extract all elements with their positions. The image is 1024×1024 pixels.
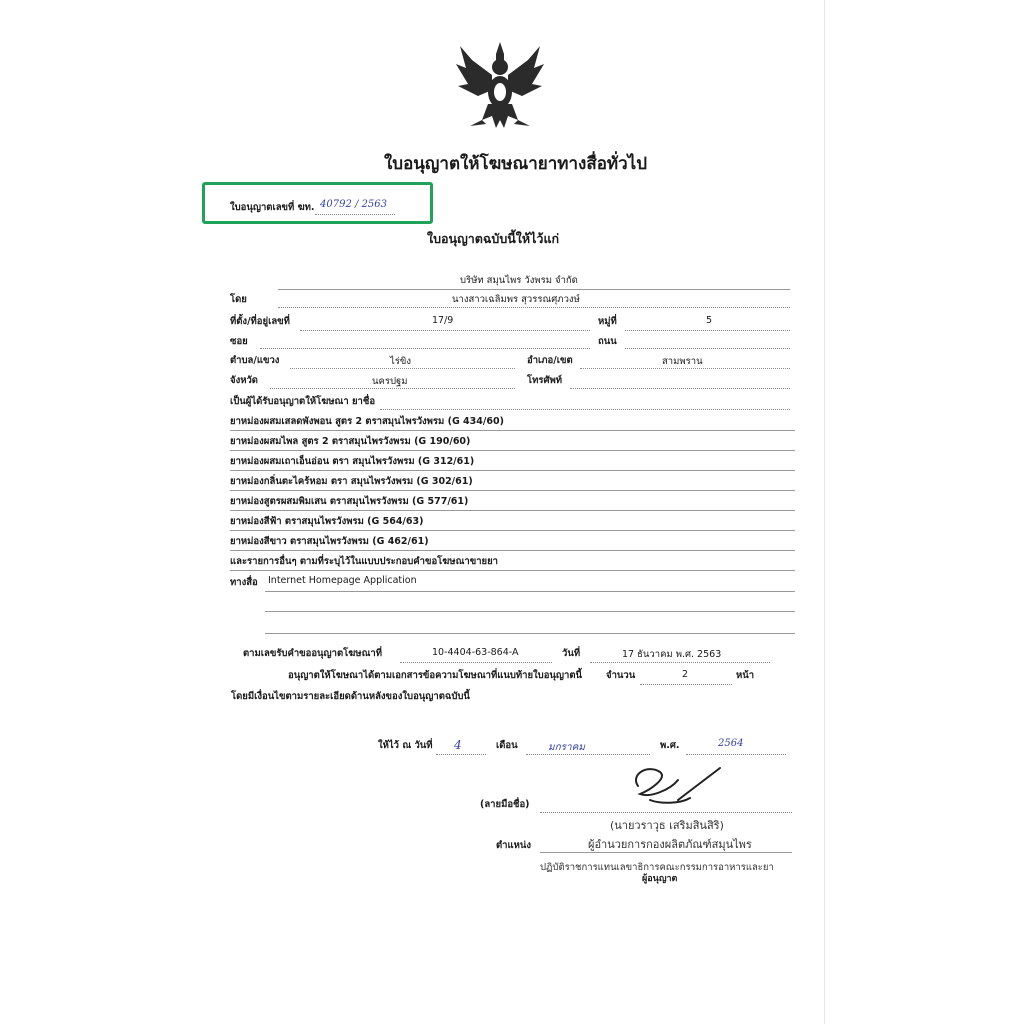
given-year: 2564 [718, 738, 744, 749]
by-label: โดย [230, 294, 247, 305]
phone-label: โทรศัพท์ [527, 375, 563, 386]
permit-number-label: ใบอนุญาตเลขที่ ฆท. [230, 202, 315, 213]
other-items: และรายการอื่นๆ ตามที่ระบุไว้ในแบบประกอบคำขอโฆษณาขายยา [230, 556, 499, 567]
moo-value: 5 [706, 315, 713, 326]
media-value: Internet Homepage Application [268, 575, 417, 586]
drug-intro: เป็นผู้ได้รับอนุญาตให้โฆษณา ยาชื่อ [230, 396, 376, 407]
request-value: 10-4404-63-864-A [432, 647, 519, 658]
address-value: 17/9 [432, 315, 454, 326]
drug-item: ยาหม่องผสมเสลดพังพอน สูตร 2 ตราสมุนไพรวังพรม (G 434/60) [230, 416, 504, 427]
media-label: ทางสื่อ [230, 577, 258, 588]
month-label: เดือน [496, 740, 518, 751]
drug-item: ยาหม่องสีขาว ตราสมุนไพรวังพรม (G 462/61) [230, 536, 429, 547]
request-date-label: วันที่ [562, 648, 581, 659]
year-label: พ.ศ. [660, 740, 680, 751]
permit-number-value: 40792 / 2563 [320, 199, 387, 210]
position-value: ผู้อำนวยการกองผลิตภัณฑ์สมุนไพร [588, 838, 752, 851]
moo-label: หมู่ที่ [598, 316, 617, 327]
given-month: มกราคม [548, 742, 585, 753]
soi-label: ซอย [230, 336, 248, 347]
signature-label: (ลายมือชื่อ) [480, 799, 530, 810]
granted-to-heading: ใบอนุญาตฉบับนี้ให้ไว้แก่ [427, 231, 560, 246]
road-label: ถนน [598, 336, 617, 347]
amphoe-label: อำเภอ/เขต [527, 355, 573, 366]
page-edge [824, 0, 825, 1024]
province-value: นครปฐม [372, 376, 408, 387]
count-value: 2 [682, 669, 689, 680]
signer-name: (นายวราวุธ เสริมสินสิริ) [610, 819, 724, 832]
conditions-text: โดยมีเงื่อนไขตามรายละเอียดด้านหลังของใบอนุญาตฉบับนี้ [231, 691, 470, 702]
licensor-label: ผู้อนุญาต [642, 874, 678, 884]
handwritten-signature [620, 760, 730, 810]
drug-item: ยาหม่องสีฟ้า ตราสมุนไพรวังพรม (G 564/63) [230, 516, 424, 527]
tambon-label: ตำบล/แขวง [230, 355, 280, 366]
garuda-emblem [452, 40, 548, 136]
company-name: บริษัท สมุนไพร วังพรม จำกัด [460, 275, 578, 286]
given-on-label: ให้ไว้ ณ วันที่ [378, 740, 433, 751]
province-label: จังหวัด [230, 375, 258, 386]
approval-text: อนุญาตให้โฆษณาได้ตามเอกสารข้อความโฆษณาที่แนบท้ายใบอนุญาตนี้ [288, 670, 582, 681]
count-label: จำนวน [606, 670, 636, 681]
document-title: ใบอนุญาตให้โฆษณายาทางสื่อทั่วไป [384, 154, 648, 174]
acting-text: ปฏิบัติราชการแทนเลขาธิการคณะกรรมการอาหารและยา [540, 862, 774, 873]
drug-item: ยาหม่องผสมไพล สูตร 2 ตราสมุนไพรวังพรม (G 190/60) [230, 436, 471, 447]
drug-item: ยาหม่องกลิ่นตะไคร้หอม ตรา สมุนไพรวังพรม (G 302/61) [230, 476, 473, 487]
request-date-value: 17 ธันวาคม พ.ศ. 2563 [622, 649, 722, 660]
position-label: ตำแหน่ง [496, 840, 532, 851]
request-label: ตามเลขรับคำขออนุญาตโฆษณาที่ [243, 648, 382, 659]
page-unit: หน้า [736, 670, 755, 681]
tambon-value: ไร่ขิง [390, 356, 412, 367]
by-value: นางสาวเฉลิมพร สุวรรณศุภวงษ์ [452, 294, 580, 305]
given-day: 4 [454, 738, 462, 752]
drug-item: ยาหม่องผสมเถาเอ็นอ่อน ตรา สมุนไพรวังพรม (G 312/61) [230, 456, 475, 467]
drug-item: ยาหม่องสูตรผสมพิมเสน ตราสมุนไพรวังพรม (G 577/61) [230, 496, 469, 507]
address-label: ที่ตั้ง/ที่อยู่เลขที่ [230, 316, 290, 327]
amphoe-value: สามพราน [662, 356, 703, 367]
